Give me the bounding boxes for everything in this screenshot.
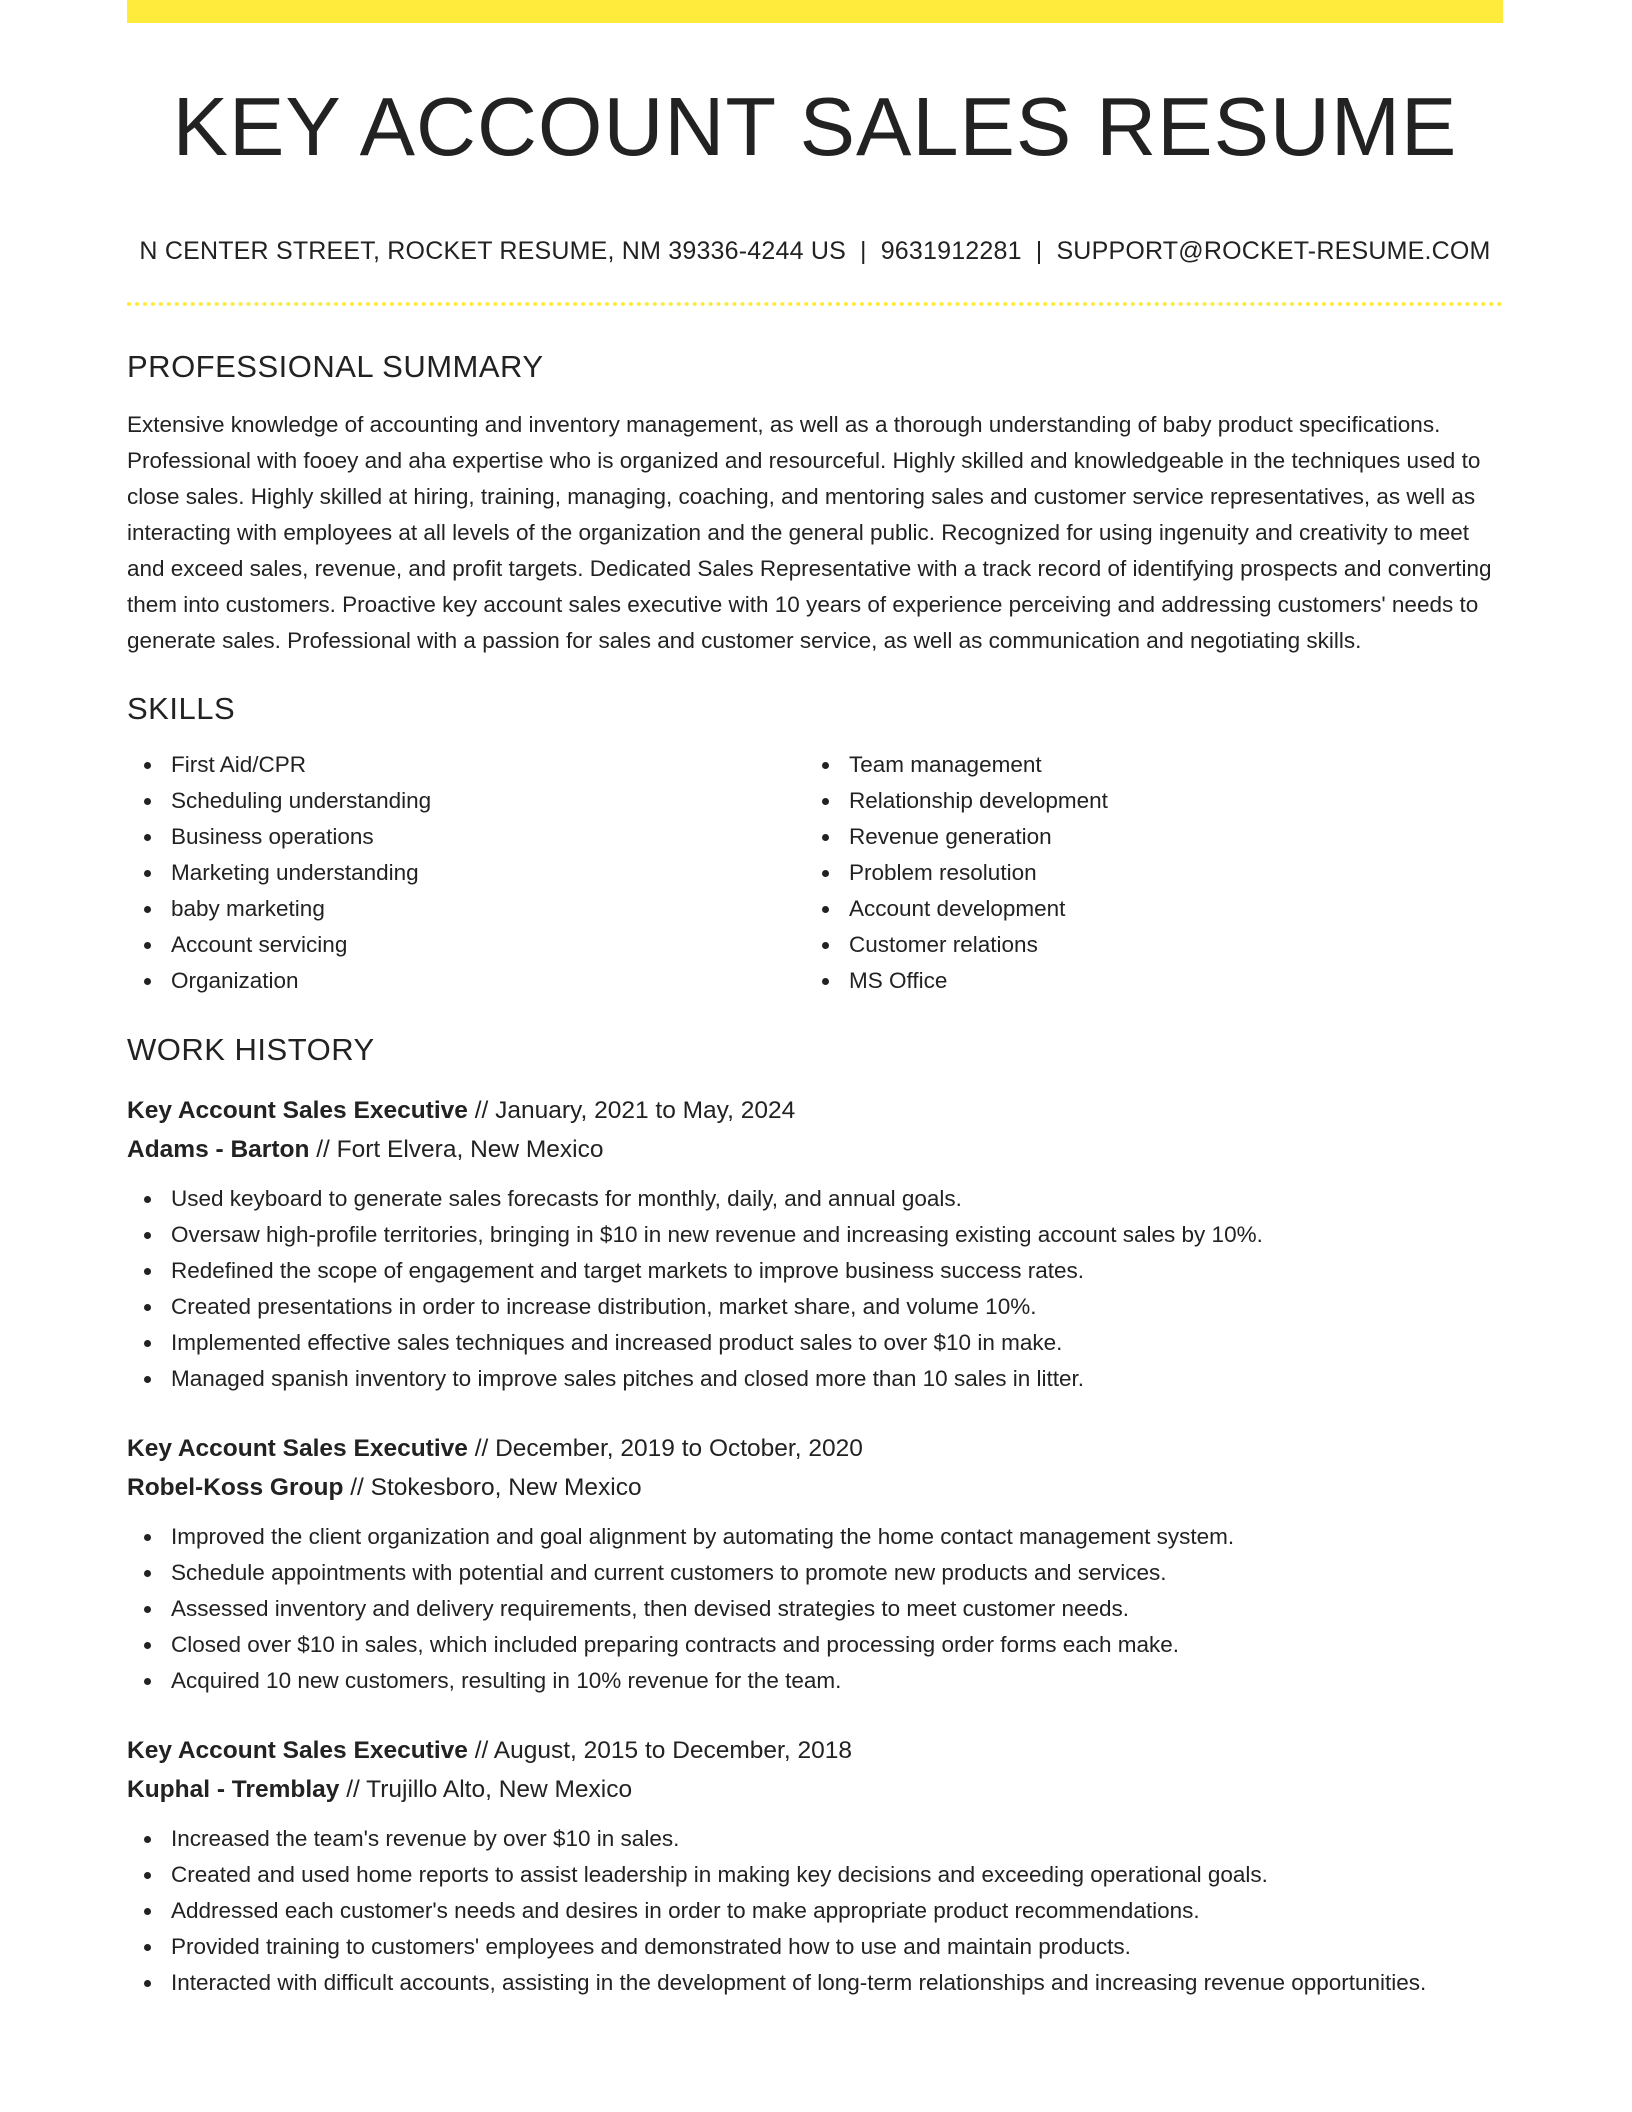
job-company-line <box>127 1770 1503 1809</box>
skills-column-left <box>127 747 805 999</box>
job-dates: // January, 2021 to May, 2024 <box>467 1096 796 1124</box>
job-bullet: Oversaw high-profile territories, bringing in $10 in new revenue and increasing existing account sales by 10%. <box>127 1217 1503 1253</box>
contact-separator: | <box>859 237 867 265</box>
job-bullet: Redefined the scope of engagement and target markets to improve business success rates. <box>127 1253 1503 1289</box>
job-title-line <box>127 1731 1503 1770</box>
job-bullet: Interacted with difficult accounts, assisting in the development of long-term relationships and increasing revenue opportunities. <box>127 1965 1503 2001</box>
job-bullet: Acquired 10 new customers, resulting in 10% revenue for the team. <box>127 1663 1503 1699</box>
summary-heading: PROFESSIONAL SUMMARY <box>127 349 544 384</box>
job-title-line <box>127 1091 1503 1130</box>
email-link[interactable]: SUPPORT@ROCKET-RESUME.COM <box>1056 237 1491 265</box>
job-title: Key Account Sales Executive <box>127 1736 468 1764</box>
contact-line <box>127 236 1503 266</box>
skill-item: Problem resolution <box>805 855 1483 891</box>
skill-item: First Aid/CPR <box>127 747 805 783</box>
skill-item: Customer relations <box>805 927 1483 963</box>
summary-text: Extensive knowledge of accounting and inventory management, as well as a thorough understanding of baby product specifications. Professional with fooey and aha expertise who is organized and resourceful. Highly skilled and knowledgeable in the techniques used to close sales. Highly skilled at hiring, training, managing, coaching, and mentoring sales and customer service representatives, as well as interacting with employees at all levels of the organization and the general public. Recognized for using ingenuity and creativity to meet and exceed sales, revenue, and profit targets. Dedicated Sales Representative with a track record of identifying prospects and converting them into customers. Proactive key account sales executive with 10 years of experience perceiving and addressing customers' needs to generate sales. Professional with a passion for sales and customer service, as well as communication and negotiating skills. <box>127 412 1492 654</box>
skill-item: baby marketing <box>127 891 805 927</box>
job-entry <box>127 1731 1503 2001</box>
skills-list <box>127 747 1503 999</box>
job-bullets <box>127 1181 1503 1397</box>
job-location: // Stokesboro, New Mexico <box>343 1473 642 1501</box>
resume-page <box>127 0 1503 2001</box>
job-bullet: Created presentations in order to increase distribution, market share, and volume 10%. <box>127 1289 1503 1325</box>
job-bullet: Closed over $10 in sales, which included preparing contracts and processing order forms each make. <box>127 1627 1503 1663</box>
skill-item: Account development <box>805 891 1483 927</box>
skill-item: Team management <box>805 747 1483 783</box>
job-bullet: Managed spanish inventory to improve sales pitches and closed more than 10 sales in litter. <box>127 1361 1503 1397</box>
skills-column-right <box>805 747 1483 999</box>
job-title: Key Account Sales Executive <box>127 1096 468 1124</box>
job-bullet: Improved the client organization and goal alignment by automating the home contact management system. <box>127 1519 1503 1555</box>
address: N CENTER STREET, ROCKET RESUME, NM 39336-4244 US <box>139 237 846 265</box>
job-company-line <box>127 1468 1503 1507</box>
skill-item: Organization <box>127 963 805 999</box>
job-bullet: Implemented effective sales techniques and increased product sales to over $10 in make. <box>127 1325 1503 1361</box>
job-bullet: Provided training to customers' employees and demonstrated how to use and maintain products. <box>127 1929 1503 1965</box>
work-history-heading: WORK HISTORY <box>127 1032 375 1068</box>
company-name: Kuphal - Tremblay <box>127 1775 340 1803</box>
skill-item: Scheduling understanding <box>127 783 805 819</box>
job-bullet: Created and used home reports to assist leadership in making key decisions and exceeding operational goals. <box>127 1857 1503 1893</box>
skill-item: MS Office <box>805 963 1483 999</box>
contact-separator: | <box>1035 237 1043 265</box>
job-dates: // August, 2015 to December, 2018 <box>467 1736 852 1764</box>
job-entry <box>127 1429 1503 1699</box>
dotted-divider <box>127 302 1503 306</box>
job-bullet: Addressed each customer's needs and desires in order to make appropriate product recommendations. <box>127 1893 1503 1929</box>
company-name: Adams - Barton <box>127 1135 310 1163</box>
skill-item: Account servicing <box>127 927 805 963</box>
job-title: Key Account Sales Executive <box>127 1434 468 1462</box>
job-location: // Trujillo Alto, New Mexico <box>339 1775 633 1803</box>
skill-item: Marketing understanding <box>127 855 805 891</box>
job-location: // Fort Elvera, New Mexico <box>309 1135 604 1163</box>
job-bullets <box>127 1519 1503 1699</box>
job-company-line <box>127 1130 1503 1169</box>
job-bullet: Increased the team's revenue by over $10 in sales. <box>127 1821 1503 1857</box>
job-title-line <box>127 1429 1503 1468</box>
accent-bar <box>127 0 1503 23</box>
skill-item: Business operations <box>127 819 805 855</box>
resume-title: KEY ACCOUNT SALES RESUME <box>172 80 1458 173</box>
job-bullets <box>127 1821 1503 2001</box>
job-dates: // December, 2019 to October, 2020 <box>467 1434 863 1462</box>
job-bullet: Used keyboard to generate sales forecasts for monthly, daily, and annual goals. <box>127 1181 1503 1217</box>
skill-item: Revenue generation <box>805 819 1483 855</box>
phone: 9631912281 <box>880 237 1022 265</box>
job-entry <box>127 1091 1503 1397</box>
skills-heading: SKILLS <box>127 691 236 727</box>
job-bullet: Assessed inventory and delivery requirements, then devised strategies to meet customer needs. <box>127 1591 1503 1627</box>
company-name: Robel-Koss Group <box>127 1473 344 1501</box>
job-bullet: Schedule appointments with potential and current customers to promote new products and services. <box>127 1555 1503 1591</box>
skill-item: Relationship development <box>805 783 1483 819</box>
